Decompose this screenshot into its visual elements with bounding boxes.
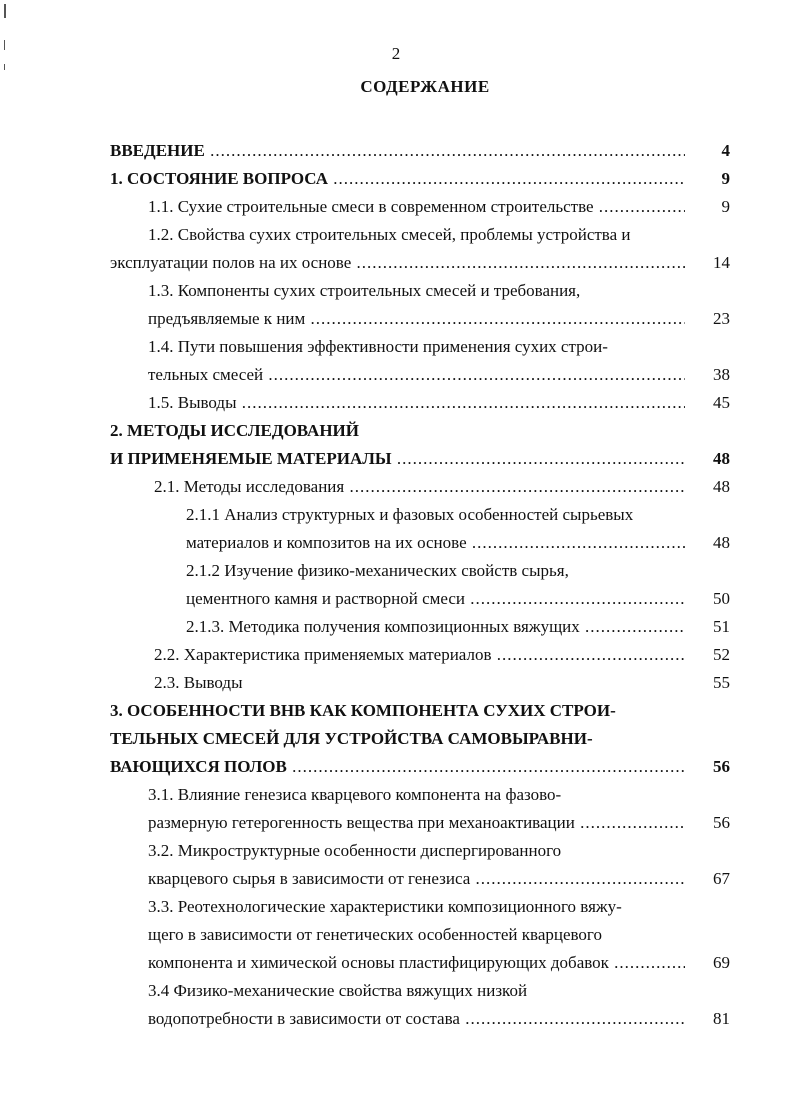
toc-entry-text: щего в зависимости от генетических особенностей кварцевого <box>148 925 602 944</box>
toc-entry-text: кварцевого сырья в зависимости от генезиса <box>148 869 471 888</box>
toc-entry[interactable] <box>110 753 730 781</box>
toc-entry-text: цементного камня и растворной смеси <box>186 589 465 608</box>
toc-entry-text: 3.3. Реотехнологические характеристики композиционного вяжу- <box>148 897 622 916</box>
toc-entry-line <box>110 333 730 361</box>
toc-entry-line <box>110 781 730 809</box>
toc-entry-line <box>110 697 730 725</box>
toc-entry-text: компонента и химической основы пластифицирующих добавок <box>148 953 609 972</box>
toc-entry[interactable] <box>110 949 730 977</box>
toc-entry-text: размерную гетерогенность вещества при механоактивации <box>148 813 575 832</box>
table-of-contents <box>110 137 730 1033</box>
toc-entry[interactable] <box>110 1005 730 1033</box>
toc-entry-text: предъявляемые к ним <box>148 309 306 328</box>
toc-page: 56 <box>713 757 730 776</box>
toc-entry-text: эксплуатации полов на их основе <box>110 253 352 272</box>
toc-entry-line <box>110 837 730 865</box>
page-title: СОДЕРЖАНИЕ <box>360 77 490 96</box>
toc-page: 48 <box>713 533 730 552</box>
scan-mark <box>4 64 5 70</box>
toc-entry[interactable] <box>110 137 730 165</box>
toc-page: 69 <box>713 953 730 972</box>
toc-entry-text: 3.2. Микроструктурные особенности диспергированного <box>148 841 562 860</box>
toc-entry-text: материалов и композитов на их основе <box>186 533 467 552</box>
toc-entry-text: 1.2. Свойства сухих строительных смесей, проблемы устройства и <box>148 225 631 244</box>
toc-entry-line <box>110 893 730 921</box>
toc-entry-text: 2.3. Выводы <box>154 673 243 692</box>
toc-entry-text: 2.2. Характеристика применяемых материалов <box>154 645 492 664</box>
toc-entry-line <box>110 557 730 585</box>
toc-entry[interactable] <box>110 529 730 557</box>
toc-entry-text: 1.5. Выводы <box>148 393 237 412</box>
toc-page: 67 <box>713 869 730 888</box>
toc-page: 48 <box>713 449 730 468</box>
toc-entry[interactable] <box>110 445 730 473</box>
toc-page: 48 <box>713 477 730 496</box>
toc-entry-line <box>110 417 730 445</box>
toc-entry[interactable] <box>110 473 730 501</box>
toc-page: 9 <box>721 197 730 216</box>
toc-entry-text: 2.1.1 Анализ структурных и фазовых особенностей сырьевых <box>186 505 634 524</box>
toc-entry[interactable] <box>110 361 730 389</box>
toc-entry[interactable] <box>110 585 730 613</box>
toc-page: 50 <box>713 589 730 608</box>
toc-entry-line <box>110 277 730 305</box>
toc-entry-line <box>110 977 730 1005</box>
toc-page: 52 <box>713 645 730 664</box>
toc-entry-text: И ПРИМЕНЯЕМЫЕ МАТЕРИАЛЫ <box>110 449 392 468</box>
toc-entry[interactable] <box>110 305 730 333</box>
toc-entry-text: тельных смесей <box>148 365 264 384</box>
toc-entry-text: ВАЮЩИХСЯ ПОЛОВ <box>110 757 287 776</box>
toc-entry[interactable] <box>110 865 730 893</box>
page-number: 2 <box>391 44 401 63</box>
toc-entry[interactable] <box>110 613 730 641</box>
toc-entry-line <box>110 221 730 249</box>
toc-page: 14 <box>713 253 730 272</box>
toc-entry[interactable] <box>110 641 730 669</box>
toc-page: 23 <box>713 309 730 328</box>
toc-entry[interactable] <box>110 249 730 277</box>
toc-entry-text: 1.3. Компоненты сухих строительных смесей и требования, <box>148 281 581 300</box>
toc-entry-text: 2. МЕТОДЫ ИССЛЕДОВАНИЙ <box>110 421 360 440</box>
toc-entry[interactable] <box>110 389 730 417</box>
toc-page: 51 <box>713 617 730 636</box>
toc-entry-text: водопотребности в зависимости от состава <box>148 1009 460 1028</box>
toc-entry-text: 2.1.2 Изучение физико-механических свойств сырья, <box>186 561 569 580</box>
toc-page: 4 <box>721 141 730 160</box>
toc-page: 81 <box>713 1009 730 1028</box>
toc-entry-text: 3. ОСОБЕННОСТИ ВНВ КАК КОМПОНЕНТА СУХИХ СТРОИ- <box>110 701 616 720</box>
toc-entry-text: 3.4 Физико-механические свойства вяжущих низкой <box>148 981 528 1000</box>
toc-entry-text: 1.4. Пути повышения эффективности применения сухих строи- <box>148 337 608 356</box>
toc-page: 9 <box>721 169 730 188</box>
toc-page: 38 <box>713 365 730 384</box>
toc-entry-text: 2.1. Методы исследования <box>154 477 345 496</box>
toc-entry[interactable] <box>110 809 730 837</box>
toc-entry-text: 2.1.3. Методика получения композиционных вяжущих <box>186 617 580 636</box>
toc-page: 55 <box>713 673 730 692</box>
toc-page: 56 <box>713 813 730 832</box>
toc-entry[interactable] <box>110 669 730 697</box>
toc-entry-text: ВВЕДЕНИЕ <box>110 141 205 160</box>
toc-entry-line <box>110 501 730 529</box>
toc-entry-text: 1.1. Сухие строительные смеси в современном строительстве <box>148 197 594 216</box>
toc-entry-line <box>110 921 730 949</box>
toc-entry[interactable] <box>110 165 730 193</box>
toc-entry-text: 3.1. Влияние генезиса кварцевого компонента на фазово- <box>148 785 562 804</box>
toc-entry-text: ТЕЛЬНЫХ СМЕСЕЙ ДЛЯ УСТРОЙСТВА САМОВЫРАВНИ- <box>110 729 593 748</box>
scan-mark <box>4 4 6 18</box>
toc-entry-line <box>110 725 730 753</box>
toc-entry[interactable] <box>110 193 730 221</box>
toc-page: 45 <box>713 393 730 412</box>
toc-entry-text: 1. СОСТОЯНИЕ ВОПРОСА <box>110 169 328 188</box>
